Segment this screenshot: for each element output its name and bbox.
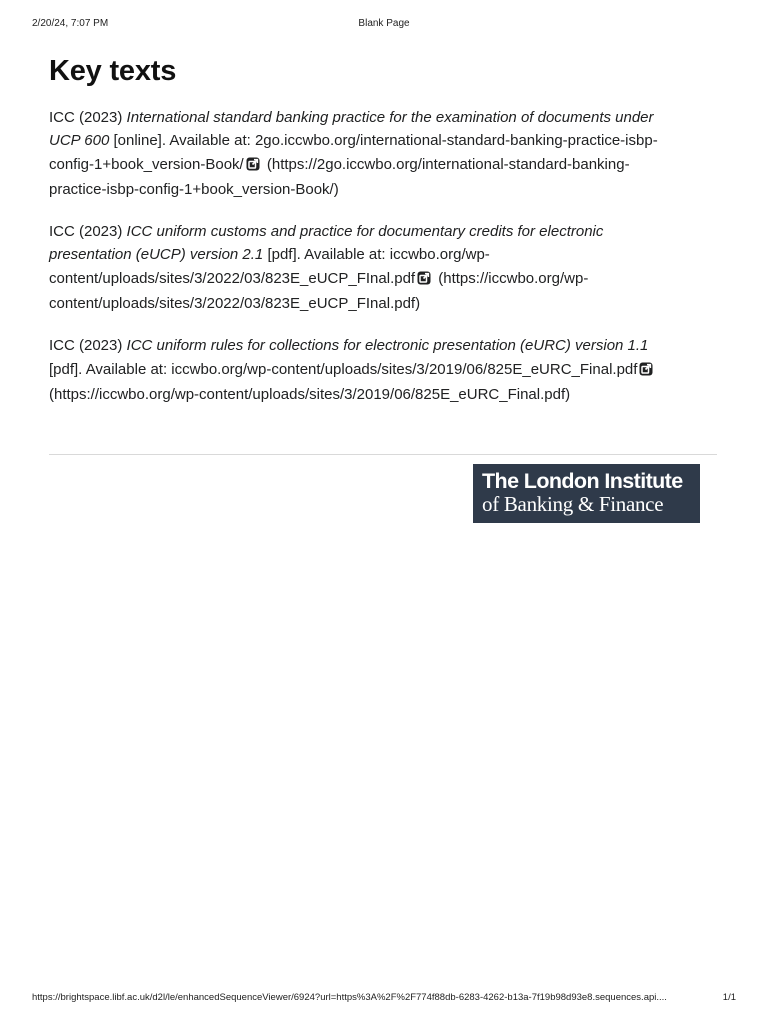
external-link-icon[interactable] (639, 360, 653, 383)
page-heading: Key texts (49, 55, 177, 87)
reference-link[interactable]: [online]. Available at: 2go.iccwbo.org/international-standard-banking-practice-isbp-config-1+book_version-Book/ (49, 132, 658, 173)
reference-item (49, 106, 669, 201)
external-link-icon[interactable] (246, 155, 260, 178)
reference-title: International standard banking practice for the examination of documents under UCP 600 (49, 109, 654, 150)
reference-title: ICC uniform rules for collections for electronic presentation (eURC) version 1.1 (126, 337, 649, 355)
external-link-icon[interactable] (417, 269, 431, 292)
print-footer-url: https://brightspace.libf.ac.uk/d2l/le/enhancedSequenceViewer/6924?url=https%3A%2F%2F774f88db-6283-4262-b13a-7f19b98d93e8.sequences.api.... (32, 992, 667, 1003)
reference-link[interactable]: [pdf]. Available at: iccwbo.org/wp-content/uploads/sites/3/2022/03/823E_eUCP_FInal.pdf (49, 246, 490, 287)
reference-author-year: ICC (2023) (49, 109, 127, 126)
reference-full-url: (https://iccwbo.org/wp-content/uploads/sites/3/2022/03/823E_eUCP_FInal.pdf) (49, 269, 589, 313)
reference-author-year: ICC (2023) (49, 337, 127, 355)
reference-full-url: (https://2go.iccwbo.org/international-standard-banking-practice-isbp-config-1+book_version-Book/) (49, 155, 630, 198)
print-footer (32, 992, 736, 1006)
main-content (49, 52, 669, 425)
reference-item (49, 334, 669, 406)
page-number: 1/1 (722, 992, 736, 1003)
reference-title: ICC uniform customs and practice for documentary credits for electronic presentation (eUCP) version 2.1 (49, 223, 604, 264)
print-header (32, 18, 736, 32)
print-page-title: Blank Page (358, 18, 410, 29)
logo-line-2: of Banking & Finance (482, 492, 664, 516)
reference-author-year: ICC (2023) (49, 223, 127, 241)
reference-link[interactable]: [pdf]. Available at: iccwbo.org/wp-content/uploads/sites/3/2019/06/825E_eURC_Final.pdf (49, 360, 638, 378)
print-date: 2/20/24, 7:07 PM (32, 18, 109, 29)
libf-logo (473, 464, 700, 523)
reference-item (49, 220, 669, 315)
section-divider (49, 454, 717, 455)
reference-full-url: (https://iccwbo.org/wp-content/uploads/sites/3/2019/06/825E_eURC_Final.pdf) (49, 385, 571, 403)
logo-line-1: The London Institute (482, 469, 683, 493)
